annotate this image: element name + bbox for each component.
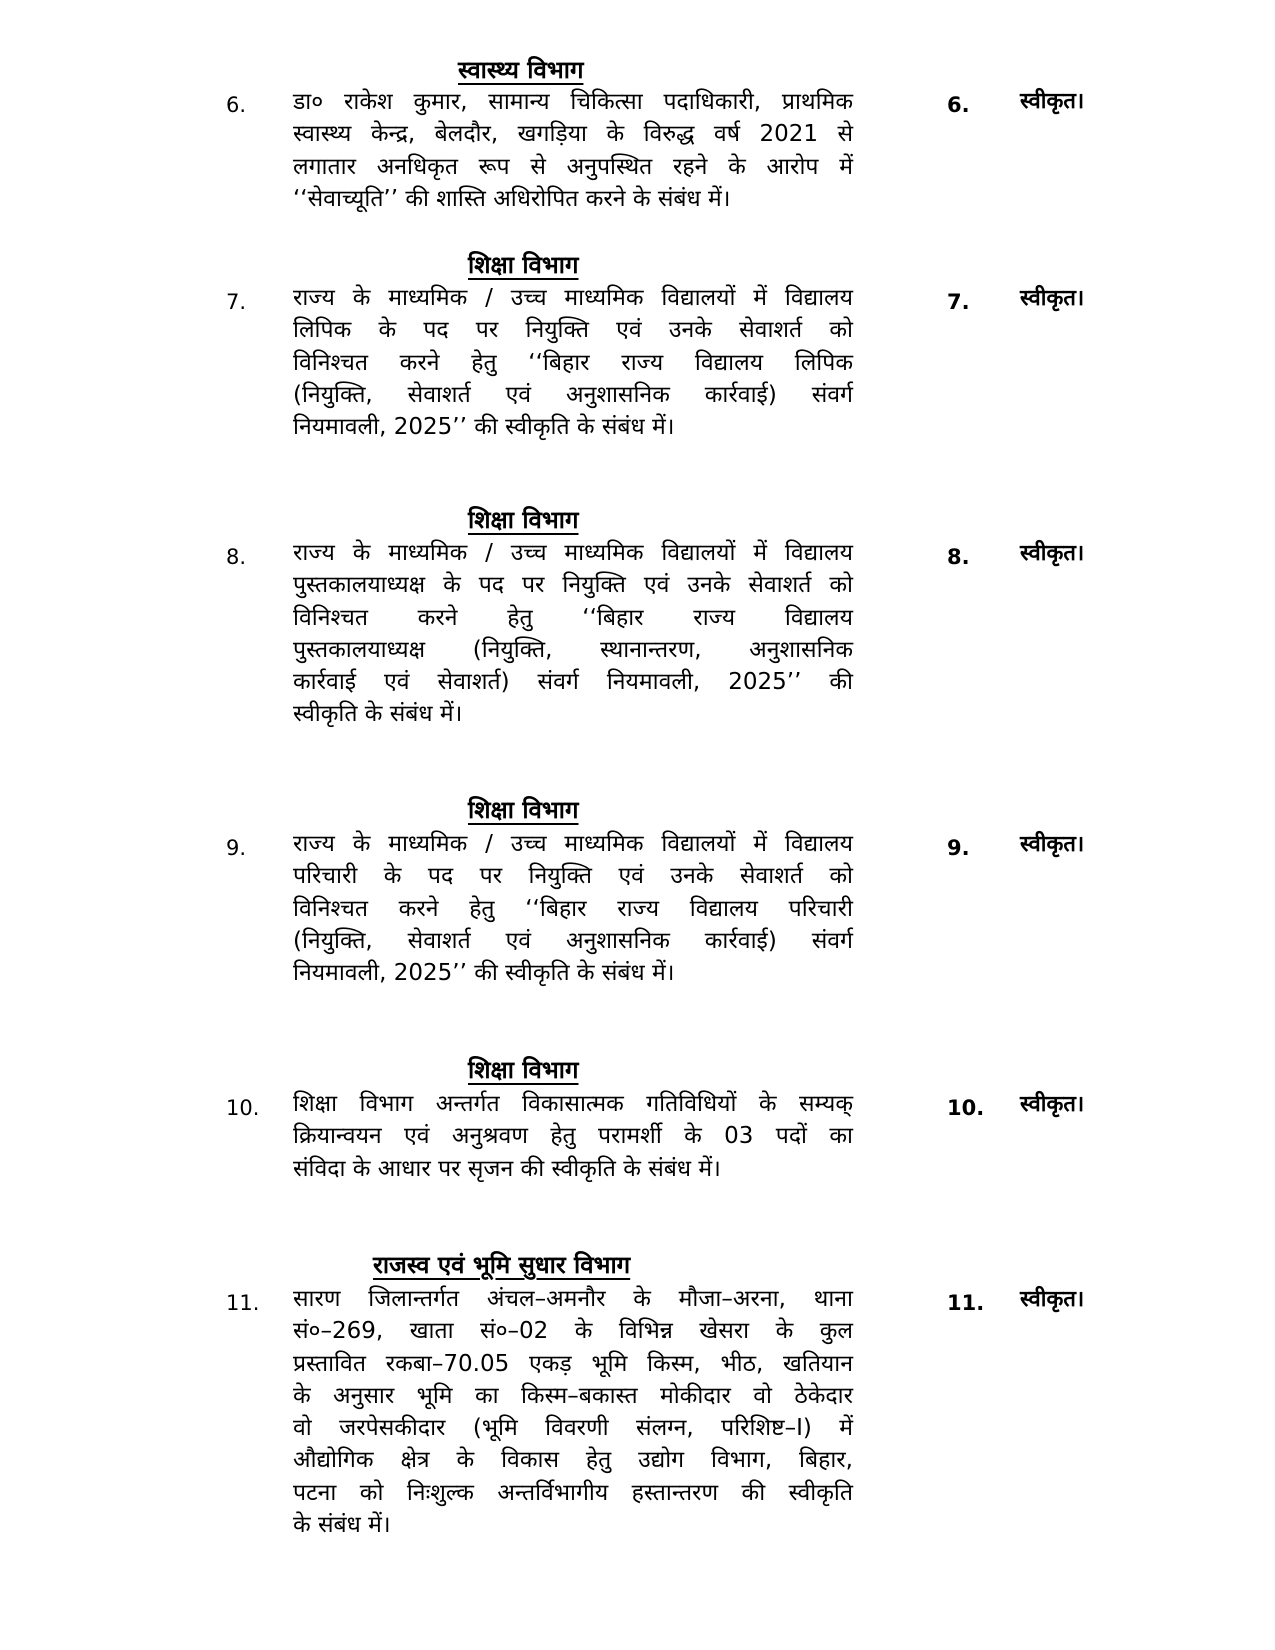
description-line: विनिश्चत करने हेतु ‘‘बिहार राज्य विद्यालय परिचारी [293, 895, 853, 922]
description-line: राज्य के माध्यमिक / उच्च माध्यमिक विद्यालयों में विद्यालय [293, 285, 853, 311]
decision-status: स्वीकृत। [1020, 286, 1085, 311]
description-line: (नियुक्ति, सेवाशर्त एवं अनुशासनिक कार्रवाई) संवर्ग [293, 381, 853, 408]
item-number: 6. [226, 93, 247, 117]
description-line: ‘‘सेवाच्यूति’’ की शास्ति अधिरोपित करने के संबंध में। [293, 185, 731, 212]
item-description [293, 1283, 853, 1541]
decision-status: स्वीकृत। [1020, 1287, 1085, 1312]
description-line: स्वीकृति के संबंध में। [293, 701, 463, 728]
description-line: डा० राकेश कुमार, सामान्य चिकित्सा पदाधिकारी, प्राथमिक [293, 89, 853, 115]
description-line: सारण जिलान्तर्गत अंचल–अमनौर के मौजा–अरना, थाना [293, 1286, 853, 1312]
department-heading: राजस्व एवं भूमि सुधार विभाग [373, 1251, 631, 1279]
decision-status: स्वीकृत। [1020, 541, 1085, 566]
item-number: 8. [226, 545, 247, 569]
description-line: क्रियान्वयन एवं अनुश्रवण हेतु परामर्शी के 03 पदों का [293, 1123, 853, 1150]
decision-status: स्वीकृत। [1020, 832, 1085, 857]
decision-number: 6. [947, 93, 970, 117]
department-heading: शिक्षा विभाग [468, 1056, 579, 1084]
description-line: लगातार अनधिकृत रूप से अनुपस्थित रहने के आरोप में [293, 153, 853, 180]
decision-status: स्वीकृत। [1020, 1092, 1085, 1117]
item-description [293, 86, 853, 215]
description-line: पटना को निःशुल्क अन्तर्विभागीय हस्तान्तरण की स्वीकृति [293, 1479, 853, 1506]
description-line: पुस्तकालयाध्यक्ष के पद पर नियुक्ति एवं उनके सेवाशर्त को [293, 572, 853, 599]
description-line: (नियुक्ति, सेवाशर्त एवं अनुशासनिक कार्रवाई) संवर्ग [293, 927, 853, 954]
decision-number: 9. [947, 836, 970, 860]
description-line: वो जरपेसकीदार (भूमि विवरणी संलग्न, परिशिष्ट–I) में [293, 1415, 853, 1442]
description-line: संविदा के आधार पर सृजन की स्वीकृति के संबंध में। [293, 1155, 721, 1182]
department-heading: स्वास्थ्य विभाग [458, 56, 584, 84]
description-line: नियमावली, 2025’’ की स्वीकृति के संबंध में। [293, 960, 675, 987]
description-line: राज्य के माध्यमिक / उच्च माध्यमिक विद्यालयों में विद्यालय [293, 831, 853, 857]
description-line: पुस्तकालयाध्यक्ष (नियुक्ति, स्थानान्तरण, अनुशासनिक [293, 636, 853, 663]
description-line: विनिश्चत करने हेतु ‘‘बिहार राज्य विद्यालय [293, 604, 853, 631]
decision-status: स्वीकृत। [1020, 89, 1085, 114]
description-line: कार्रवाई एवं सेवाशर्त) संवर्ग नियमावली, 2025’’ की [293, 669, 853, 696]
description-line: के अनुसार भूमि का किस्म–बकास्त मोकीदार वो ठेकेदार [293, 1382, 853, 1409]
description-line: औद्योगिक क्षेत्र के विकास हेतु उद्योग विभाग, बिहार, [293, 1447, 853, 1474]
department-heading: शिक्षा विभाग [468, 506, 579, 534]
item-description [293, 828, 853, 989]
description-line: के संबंध में। [293, 1512, 391, 1539]
description-line: शिक्षा विभाग अन्तर्गत विकासात्मक गतिविधियों के सम्यक् [293, 1091, 853, 1117]
description-line: राज्य के माध्यमिक / उच्च माध्यमिक विद्यालयों में विद्यालय [293, 540, 853, 566]
department-heading: शिक्षा विभाग [468, 796, 579, 824]
decision-number: 10. [947, 1096, 985, 1120]
decision-number: 11. [947, 1291, 985, 1315]
decision-number: 8. [947, 545, 970, 569]
item-number: 9. [226, 836, 247, 860]
item-description [293, 1088, 853, 1185]
description-line: स्वास्थ्य केन्द्र, बेलदौर, खगड़िया के विरुद्ध वर्ष 2021 से [293, 121, 853, 148]
item-number: 7. [226, 290, 247, 314]
department-heading: शिक्षा विभाग [468, 251, 579, 279]
description-line: नियमावली, 2025’’ की स्वीकृति के संबंध में। [293, 414, 675, 441]
item-description [293, 537, 853, 731]
description-line: परिचारी के पद पर नियुक्ति एवं उनके सेवाशर्त को [293, 863, 853, 890]
description-line: प्रस्तावित रकबा–70.05 एकड़ भूमि किस्म, भीठ, खतियान [293, 1350, 853, 1377]
item-description [293, 282, 853, 443]
item-number: 10. [226, 1096, 260, 1120]
description-line: लिपिक के पद पर नियुक्ति एवं उनके सेवाशर्त को [293, 317, 853, 344]
item-number: 11. [226, 1291, 260, 1315]
description-line: विनिश्चत करने हेतु ‘‘बिहार राज्य विद्यालय लिपिक [293, 349, 853, 376]
decision-number: 7. [947, 290, 970, 314]
description-line: सं०–269, खाता सं०–02 के विभिन्न खेसरा के कुल [293, 1318, 853, 1345]
